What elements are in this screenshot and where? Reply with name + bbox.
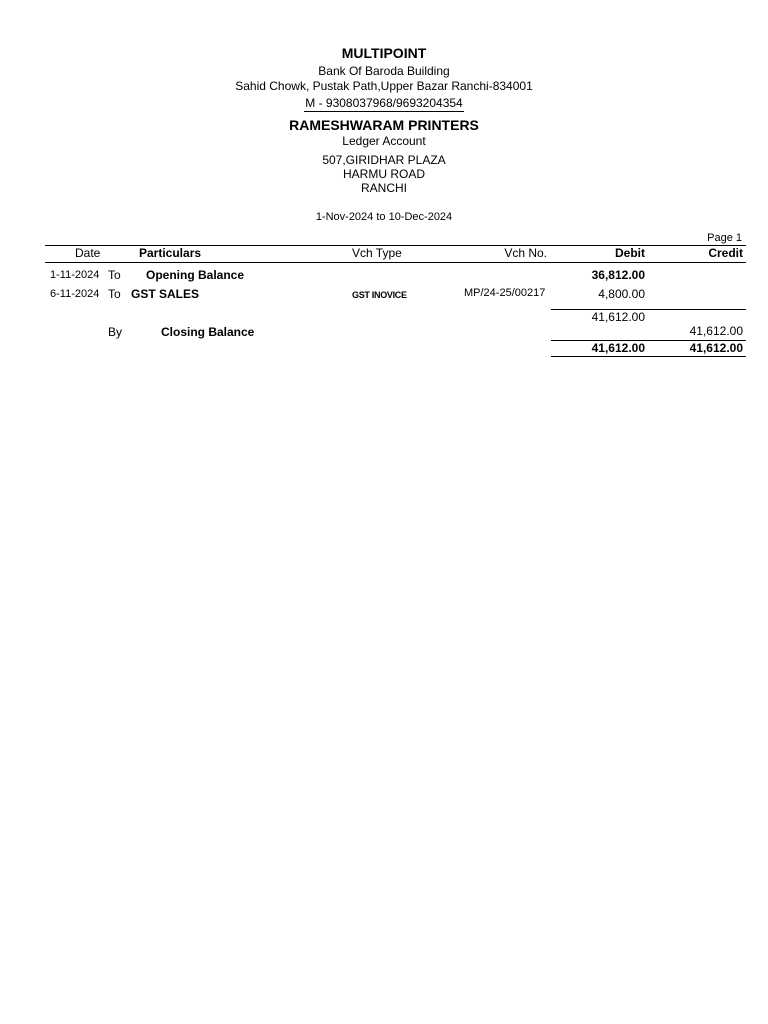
col-header-particulars: Particulars	[139, 246, 202, 260]
page-number: Page 1	[707, 232, 742, 244]
company-phone-wrap	[0, 94, 768, 112]
ledger-title: Ledger Account	[342, 134, 426, 148]
row-date: 6-11-2024	[50, 288, 100, 300]
header-bottom-rule	[45, 262, 746, 263]
col-header-debit: Debit	[615, 246, 645, 260]
closing-credit: 41,612.00	[689, 324, 743, 338]
totals-bottom-rule	[551, 356, 746, 357]
company-phone: M - 9308037968/9693204354	[305, 96, 463, 110]
company-address-line1: Bank Of Baroda Building	[318, 64, 450, 78]
row-debit: 4,800.00	[598, 287, 645, 301]
row-prefix: To	[108, 287, 121, 301]
party-name: RAMESHWARAM PRINTERS	[289, 117, 479, 133]
row-vch-no: MP/24-25/00217	[464, 287, 546, 299]
total-credit: 41,612.00	[689, 341, 743, 355]
party-address-line3: RANCHI	[360, 181, 407, 195]
period-range: 1-Nov-2024 to 10-Dec-2024	[315, 211, 453, 223]
row-debit: 36,812.00	[591, 268, 645, 282]
row-particulars: GST SALES	[131, 287, 200, 301]
col-header-vch-no: Vch No.	[504, 246, 547, 260]
company-address-line2: Sahid Chowk, Pustak Path,Upper Bazar Ranchi-834001	[235, 79, 533, 93]
company-name: MULTIPOINT	[341, 45, 427, 61]
row-particulars: Opening Balance	[146, 268, 245, 282]
col-header-credit: Credit	[708, 246, 743, 260]
closing-particulars: Closing Balance	[161, 325, 255, 339]
subtotal-debit: 41,612.00	[591, 310, 645, 324]
col-header-vch-type: Vch Type	[352, 246, 402, 260]
closing-prefix: By	[108, 325, 123, 339]
row-date: 1-11-2024	[50, 269, 100, 281]
party-address-line2: HARMU ROAD	[342, 167, 425, 181]
total-debit: 41,612.00	[591, 341, 645, 355]
party-address-line1: 507,GIRIDHAR PLAZA	[322, 153, 446, 167]
row-vch-type: GST INOVICE	[352, 290, 407, 300]
row-prefix: To	[108, 268, 121, 282]
col-header-date: Date	[75, 246, 101, 260]
